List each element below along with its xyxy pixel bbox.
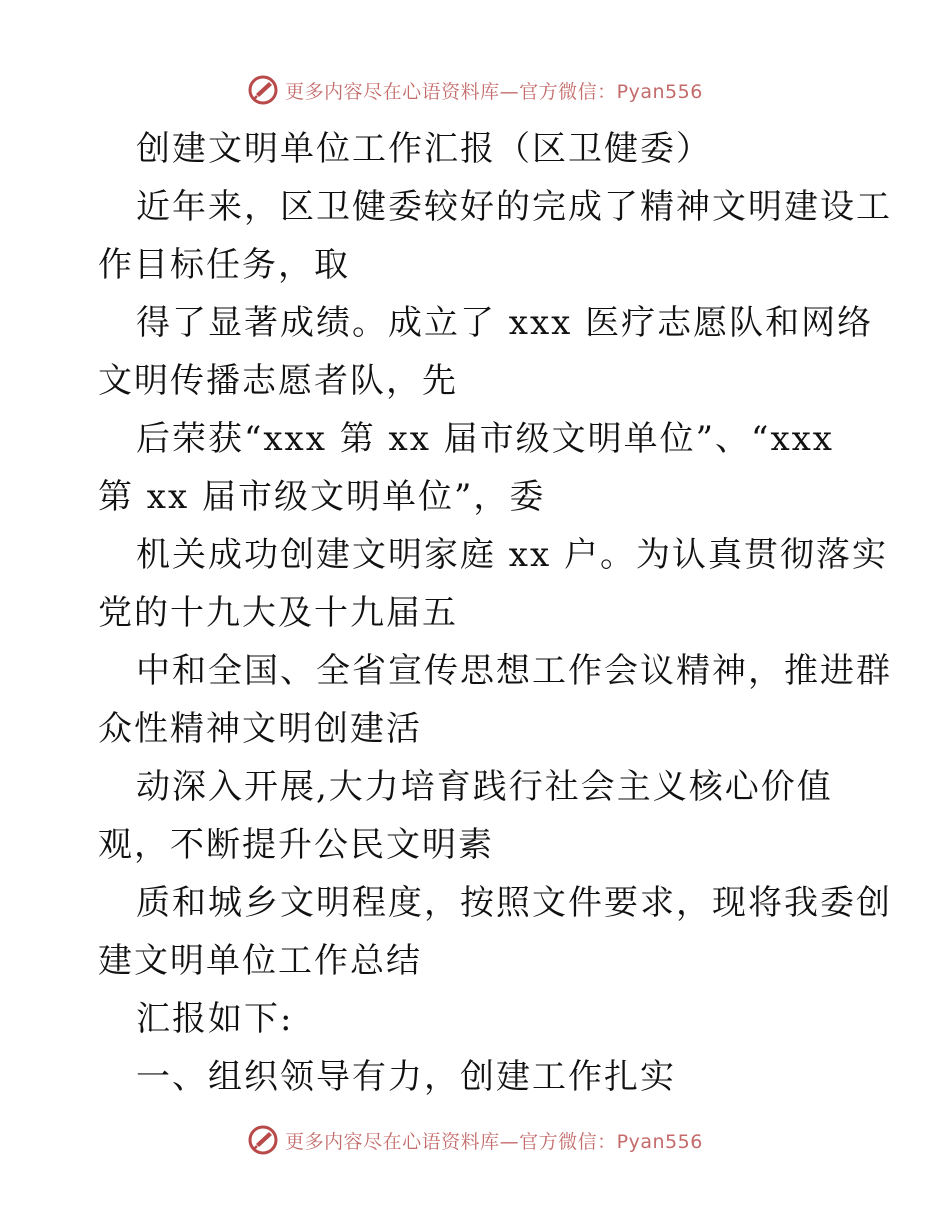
paragraph-line: 众性精神文明创建活 <box>98 709 422 749</box>
paragraph-line: 后荣获“xxx 第 xx 届市级文明单位”、“xxx <box>136 419 834 459</box>
logo-icon <box>247 74 279 106</box>
paragraph-line: 动深入开展,大力培育践行社会主义核心价值 <box>136 767 833 807</box>
paragraph-line: 党的十九大及十九届五 <box>98 593 458 633</box>
paragraph-line: 机关成功创建文明家庭 xx 户。为认真贯彻落实 <box>136 535 888 575</box>
paragraph-line: 文明传播志愿者队，先 <box>98 361 458 401</box>
paragraph-line: 质和城乡文明程度，按照文件要求，现将我委创 <box>136 883 892 923</box>
paragraph-line: 汇报如下: <box>136 999 294 1039</box>
footer-banner <box>0 1120 950 1160</box>
banner-text: 更多内容尽在心语资料库—官方微信：Pyan556 <box>285 1130 703 1153</box>
paragraph-line: 中和全国、全省宣传思想工作会议精神，推进群 <box>136 651 892 691</box>
paragraph-line: 近年来，区卫健委较好的完成了精神文明建设工 <box>136 187 892 227</box>
paragraph-line: 建文明单位工作总结 <box>98 941 422 981</box>
banner-text: 更多内容尽在心语资料库—官方微信：Pyan556 <box>285 80 703 103</box>
logo-icon <box>247 1124 279 1156</box>
paragraph-line: 第 xx 届市级文明单位”，委 <box>98 477 546 517</box>
section-heading: 一、组织领导有力，创建工作扎实 <box>136 1057 676 1097</box>
paragraph-line: 作目标任务，取 <box>98 245 350 285</box>
header-banner <box>0 70 950 110</box>
document-body <box>98 120 892 1106</box>
paragraph-line: 观，不断提升公民文明素 <box>98 825 494 865</box>
paragraph-line: 得了显著成绩。成立了 xxx 医疗志愿队和网络 <box>136 303 874 343</box>
document-title: 创建文明单位工作汇报（区卫健委） <box>136 129 712 169</box>
